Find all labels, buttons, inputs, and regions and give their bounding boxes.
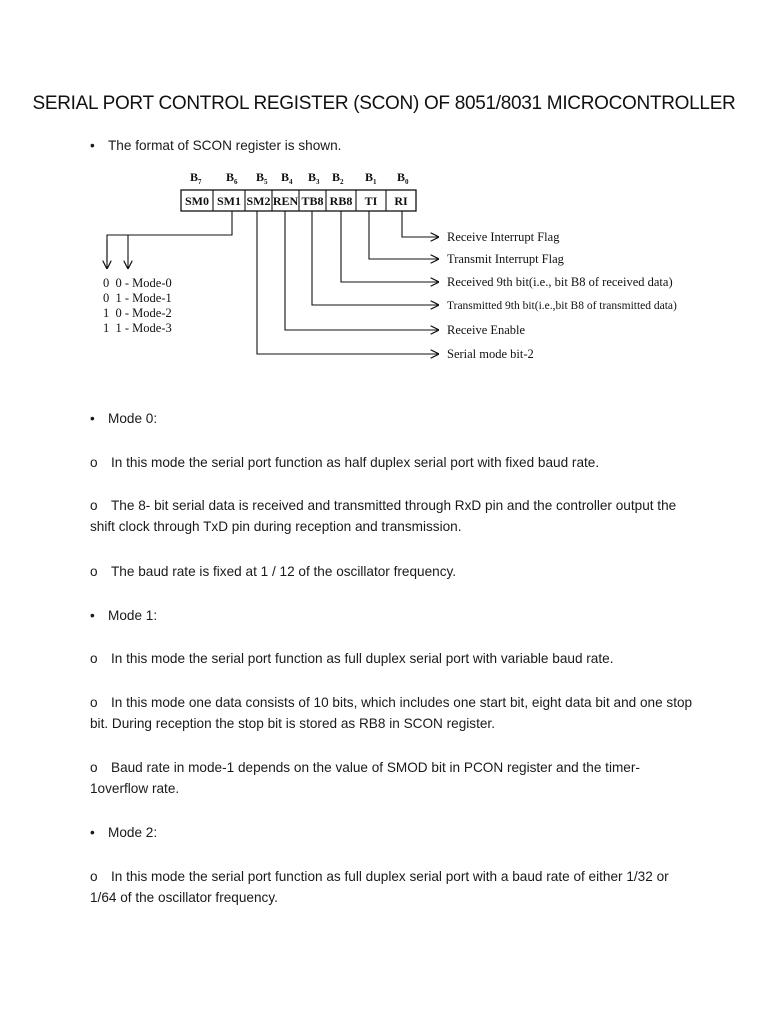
register-cell-ti: TI [364, 194, 378, 208]
paragraph-text: Mode 1: [108, 608, 158, 623]
label-ren: Receive Enable [447, 323, 526, 337]
paragraph-continuation: 1overflow rate. [90, 781, 180, 796]
section-heading [90, 822, 710, 843]
bullet-mark: • [90, 608, 95, 623]
bit-label: $B_5$ [256, 170, 268, 186]
bit-label: $B_1$ [365, 170, 377, 186]
sub-bullet-mark: o [90, 455, 98, 470]
sub-bullet-mark: o [90, 760, 98, 775]
label-ri: Receive Interrupt Flag [447, 230, 560, 244]
bullet-mark: • [90, 411, 95, 426]
paragraph-continuation: 1/64 of the oscillator frequency. [90, 890, 278, 905]
bullet-mark: • [90, 138, 95, 153]
sub-bullet-mark: o [90, 498, 98, 513]
label-tb8: Transmitted 9th bit(i.e.,bit B8 of transmitted data) [447, 300, 677, 312]
sub-bullet-mark: o [90, 869, 98, 884]
bit-label: $B_6$ [226, 170, 238, 186]
mode-row: 0 1 - Mode-1 [103, 291, 172, 305]
paragraph [90, 452, 710, 473]
paragraph-text: Mode 2: [108, 825, 158, 840]
paragraph-text: The 8- bit serial data is received and transmitted through RxD pin and the controller output the [111, 498, 677, 513]
register-cells [181, 190, 416, 211]
register-cell-ri: RI [394, 194, 408, 208]
mode-row: 1 0 - Mode-2 [103, 306, 172, 320]
bit-label: $B_0$ [397, 170, 409, 186]
paragraph-continuation: shift clock through TxD pin during reception and transmission. [90, 519, 462, 534]
paragraph [90, 648, 710, 669]
bit-labels [190, 170, 409, 186]
bit-label: $B_2$ [332, 170, 344, 186]
paragraph-text: In this mode the serial port function as full duplex serial port with a baud rate of either 1/32 or [111, 869, 669, 884]
bit-label: $B_7$ [190, 170, 202, 186]
paragraph [90, 866, 710, 908]
register-cell-sm0: SM0 [185, 194, 209, 208]
paragraph [90, 757, 710, 799]
bit-label: $B_4$ [281, 170, 293, 186]
tb8-line [312, 211, 438, 305]
page-title: SERIAL PORT CONTROL REGISTER (SCON) OF 8051/8031 MICROCONTROLLER [32, 93, 736, 114]
ti-line [369, 211, 438, 259]
paragraph-text: Baud rate in mode-1 depends on the value of SMOD bit in PCON register and the timer- [111, 760, 640, 775]
section-heading [90, 408, 710, 429]
scon-diagram [0, 160, 768, 400]
register-cell-ren: REN [272, 194, 299, 208]
paragraph-text: In this mode the serial port function as full duplex serial port with variable baud rate. [111, 651, 614, 666]
sub-bullet-mark: o [90, 651, 98, 666]
paragraph-text: In this mode the serial port function as half duplex serial port with fixed baud rate. [111, 455, 600, 470]
register-cell-sm1: SM1 [217, 194, 241, 208]
ren-line [285, 211, 438, 330]
ri-line [402, 211, 438, 237]
mode-row: 0 0 - Mode-0 [103, 276, 172, 290]
sub-bullet-mark: o [90, 564, 98, 579]
label-ti: Transmit Interrupt Flag [447, 252, 564, 266]
intro-text: The format of SCON register is shown. [108, 138, 342, 153]
paragraph-text: In this mode one data consists of 10 bits, which includes one start bit, eight data bit and one stop [111, 695, 693, 710]
register-cell-sm2: SM2 [246, 194, 271, 208]
register-cell-tb8: TB8 [301, 194, 324, 208]
register-cell-rb8: RB8 [329, 194, 353, 208]
bullet-mark: • [90, 825, 95, 840]
paragraph-text: Mode 0: [108, 411, 158, 426]
label-sm2: Serial mode bit-2 [447, 347, 534, 361]
paragraph-continuation: bit. During reception the stop bit is stored as RB8 in SCON register. [90, 716, 495, 731]
section-heading [90, 605, 710, 626]
paragraph [90, 692, 710, 734]
sub-bullet-mark: o [90, 695, 98, 710]
mode-row: 1 1 - Mode-3 [103, 321, 172, 335]
mode-bracket-line [107, 211, 232, 262]
label-rb8: Received 9th bit(i.e., bit B8 of received data) [447, 275, 673, 289]
paragraph [90, 561, 710, 582]
intro-line [90, 135, 710, 156]
paragraph [90, 495, 710, 537]
paragraph-text: The baud rate is fixed at 1 / 12 of the oscillator frequency. [111, 564, 457, 579]
rb8-line [341, 211, 438, 282]
bit-label: $B_3$ [308, 170, 320, 186]
